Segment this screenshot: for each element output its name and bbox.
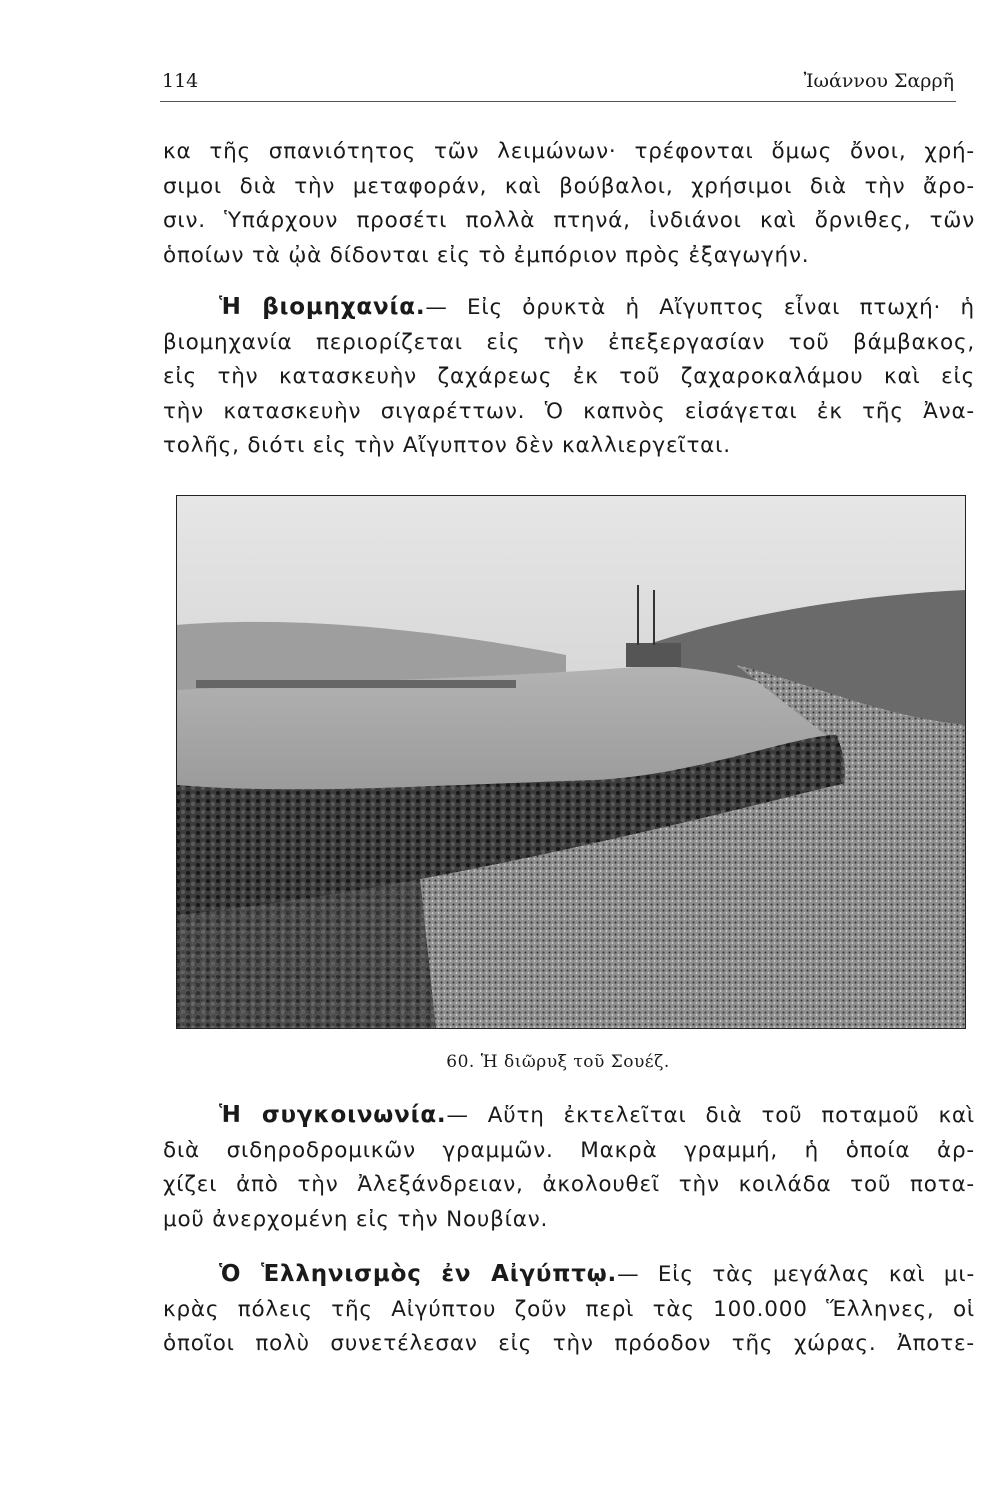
- text-line: εἰς τὴν κατασκευὴν ζαχάρεως ἐκ τοῦ ζαχαροκαλάμου καὶ εἰς: [163, 364, 975, 389]
- text-line: χίζει ἀπὸ τὴν Ἀλεξάνδρειαν, ἀκολουθεῖ τὴν κοιλάδα τοῦ ποτα-: [163, 1172, 975, 1197]
- paragraph-first-line: [163, 290, 975, 326]
- text-line: διὰ σιδηροδρομικῶν γραμμῶν. Μακρὰ γραμμή, ἡ ὁποία ἀρ-: [163, 1137, 975, 1163]
- text-line: τολῆς, διότι εἰς τὴν Αἴγυπτον δὲν καλλιεργεῖται.: [163, 433, 731, 458]
- text-run: — Εἰς τὰς μεγάλας καὶ μι-: [617, 1262, 975, 1287]
- section-heading-hellenism: Ὁ Ἑλληνισμὸς ἐν Αἰγύπτῳ.: [219, 1261, 618, 1287]
- communication-paragraph: [163, 1098, 975, 1237]
- industry-paragraph: [163, 290, 975, 464]
- text-line: τὴν κατασκευὴν σιγαρέττων. Ὁ καπνὸς εἰσάγεται ἐκ τῆς Ἀνα-: [163, 398, 975, 424]
- text-run: — Εἰς ὀρυκτὰ ἡ Αἴγυπτος εἶναι πτωχή· ἡ: [425, 295, 975, 320]
- section-heading-communication: Ἡ συγκοινωνία.: [219, 1102, 447, 1128]
- page-number: 114: [162, 70, 199, 92]
- text-line: κρὰς πόλεις τῆς Αἰγύπτου ζοῦν περὶ τὰς 100.000 Ἕλληνες, οἱ: [163, 1296, 975, 1322]
- suez-canal-photo: [176, 495, 966, 1029]
- intro-paragraph: [163, 135, 975, 273]
- figure-caption: 60. Ἡ διῶρυξ τοῦ Σουέζ.: [446, 1052, 670, 1072]
- section-heading-industry: Ἡ βιομηχανία.: [219, 294, 426, 320]
- paragraph-first-line: [163, 1098, 975, 1134]
- text-line: βιομηχανία περιορίζεται εἰς τὴν ἐπεξεργασίαν τοῦ βάμβακος,: [163, 329, 975, 355]
- paragraph-first-line: [163, 1257, 975, 1293]
- text-run: — Αὕτη ἐκτελεῖται διὰ τοῦ ποταμοῦ καὶ: [446, 1103, 975, 1128]
- text-line: σιν. Ὑπάρχουν προσέτι πολλὰ πτηνά, ἰνδιάνοι καὶ ὄρνιθες, τῶν: [163, 208, 975, 233]
- text-line: κα τῆς σπανιότητος τῶν λειμώνων· τρέφονται ὅμως ὄνοι, χρή-: [163, 139, 975, 164]
- text-line: μοῦ ἀνερχομένη εἰς τὴν Νουβίαν.: [163, 1206, 549, 1232]
- text-line: ὁποῖοι πολὺ συνετέλεσαν εἰς τὴν πρόοδον τῆς χώρας. Ἀποτε-: [163, 1331, 975, 1356]
- header-rule: [160, 101, 956, 102]
- running-head: Ἰωάννου Σαρρῆ: [803, 70, 954, 92]
- text-line: ὁποίων τὰ ᾠὰ δίδονται εἰς τὸ ἐμπόριον πρὸς ἐξαγωγήν.: [163, 242, 810, 268]
- text-line: σιμοι διὰ τὴν μεταφοράν, καὶ βούβαλοι, χρήσιμοι διὰ τὴν ἄρο-: [163, 173, 975, 199]
- hellenism-paragraph: [163, 1257, 975, 1362]
